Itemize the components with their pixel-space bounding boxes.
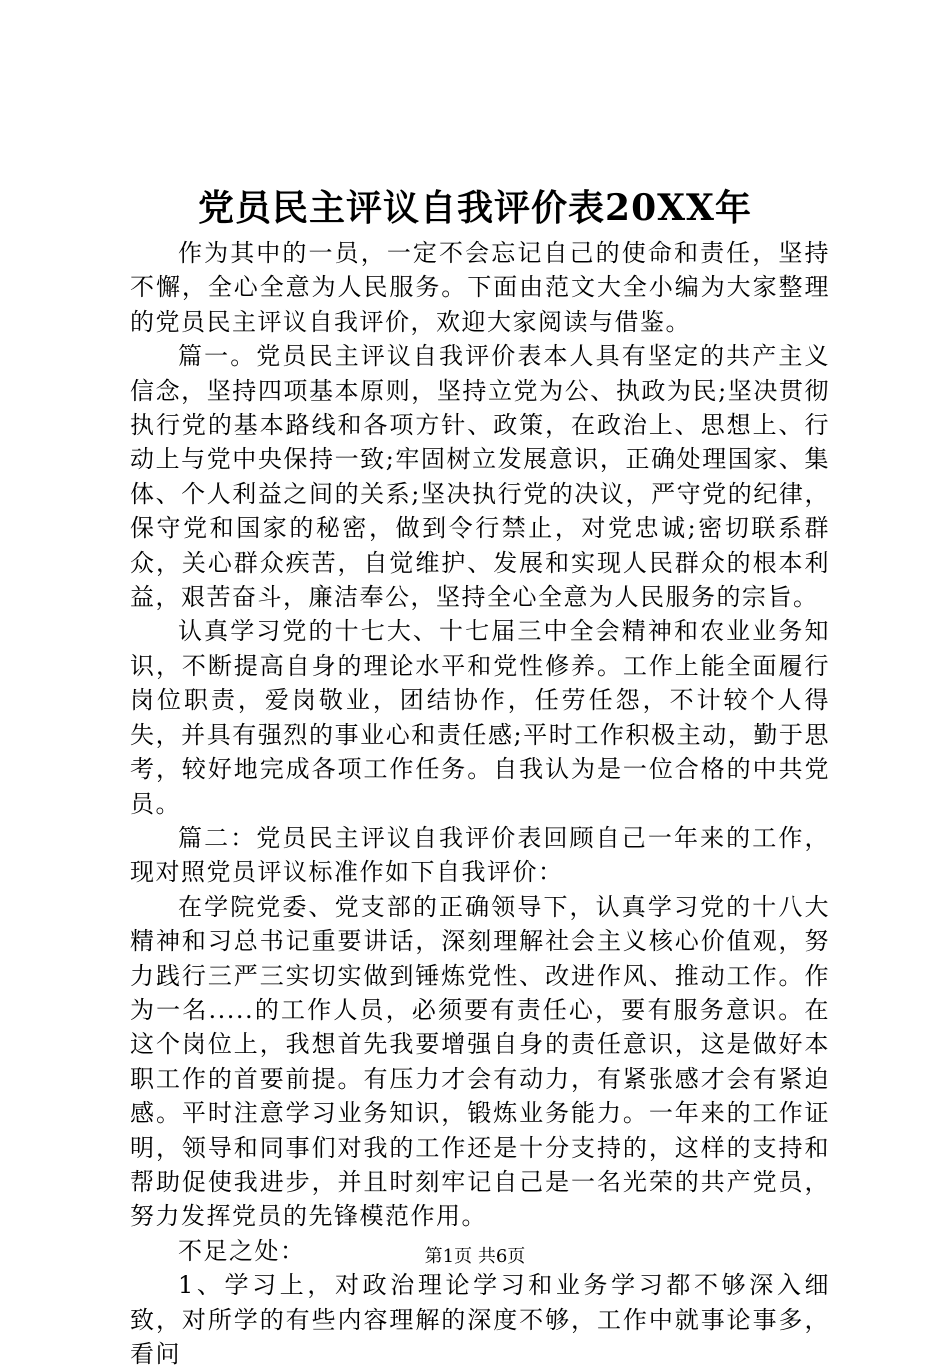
paragraph-intro: 作为其中的一员，一定不会忘记自己的使命和责任，坚持不懈，全心全意为人民服务。下面由范文大全小编为大家整理的党员民主评议自我评价，欢迎大家阅读与借鉴。 [130,239,830,336]
paragraph-work: 在学院党委、党支部的正确领导下，认真学习党的十八大精神和习总书记重要讲话，深刻理解社会主义核心价值观，努力践行三严三实切实做到锤炼党性、改进作风、推动工作。作为一名.....的工作人员，必须要有责任心，要有服务意识。在这个岗位上，我想首先我要增强自身的责任意识，这是做好本职工作的首要前提。有压力才会有动力，有紧张感才会有紧迫感。平时注意学习业务知识，锻炼业务能力。一年来的工作证明，领导和同事们对我的工作还是十分支持的，这样的支持和帮助促使我进步，并且时刻牢记自己是一名光荣的共产党员，努力发挥党员的先锋模范作用。 [130,892,830,1231]
document-title: 党员民主评议自我评价表20XX年 [198,187,752,229]
paragraph-shortcoming-1: 1、学习上，对政治理论学习和业务学习都不够深入细致，对所学的有些内容理解的深度不够，工作中就事论事多，看问 [130,1271,830,1368]
page-number-footer: 第1页 共6页 [424,1246,526,1267]
document-body [130,236,830,1371]
paragraph-part-two: 篇二：党员民主评议自我评价表回顾自己一年来的工作，现对照党员评议标准作如下自我评价： [130,823,830,887]
paragraph-shortcomings-heading: 不足之处： [178,1236,306,1265]
paragraph-part-one: 篇一。党员民主评议自我评价表本人具有坚定的共产主义信念，坚持四项基本原则，坚持立党为公、执政为民;坚决贯彻执行党的基本路线和各项方针、政策，在政治上、思想上、行动上与党中央保持一致;牢固树立发展意识，正确处理国家、集体、个人利益之间的关系;坚决执行党的决议，严守党的纪律，保守党和国家的秘密，做到令行禁止，对党忠诚;密切联系群众，关心群众疾苦，自觉维护、发展和实现人民群众的根本利益，艰苦奋斗，廉洁奉公，坚持全心全意为人民服务的宗旨。 [130,342,830,612]
paragraph-study: 认真学习党的十七大、十七届三中全会精神和农业业务知识，不断提高自身的理论水平和党性修养。工作上能全面履行岗位职责，爱岗敬业，团结协作，任劳任怨，不计较个人得失，并具有强烈的事业心和责任感;平时工作积极主动，勤于思考，较好地完成各项工作任务。自我认为是一位合格的中共党员。 [130,617,830,818]
